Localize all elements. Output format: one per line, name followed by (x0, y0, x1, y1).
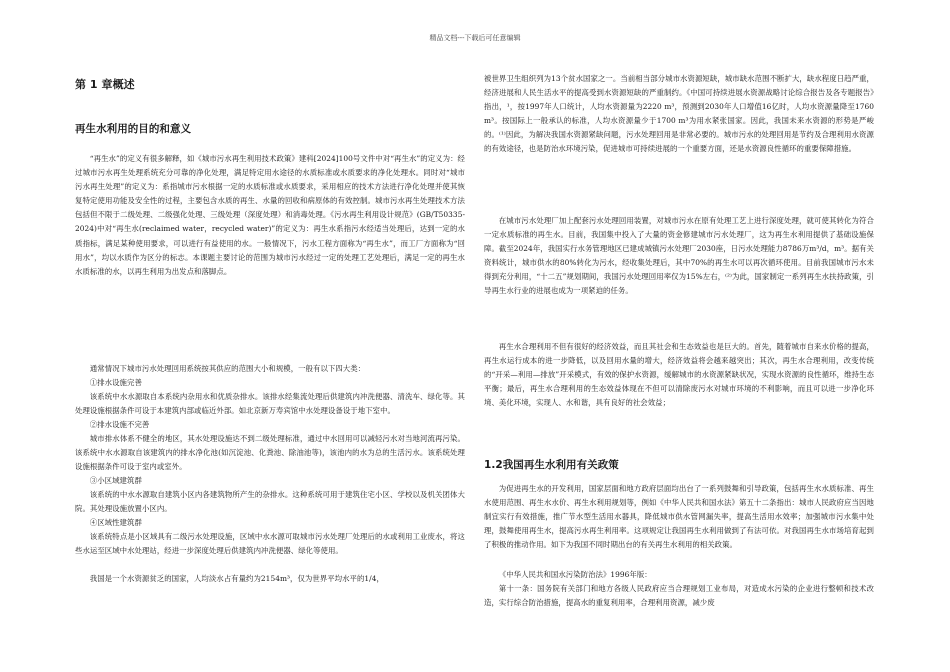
category-heading-4: ④区域性建筑群 (89, 518, 142, 527)
policy-paragraph: 为促进再生水的开发利用，国家层面和地方政府层面均出台了一系列鼓舞和引导政策，包括再生水水质标准、再生水使用范围、再生水水价、再生水利用规划等，例如《中华人民共和国水法》第五十二条指出：城市人民政府应当因地制宜实行有效措施，推广节水型生活用水器具，降低城市供水管网漏失率，提高生活用水效率；加强城市污水集中处理，鼓舞使用再生水，提高污水再生利用率。这项规定让我国再生水利用做到了有法可依。对我国再生水市场培育起到了积极的推动作用。如下为我国不同时期出台的有关再生水利用的相关政策。 (484, 484, 874, 550)
category-text-1: 该系统中水水源取自本系统内杂用水和优质杂排水。该排水经集流处理后供建筑内冲洗便器、清洗车、绿化等。其处理设施根据条件可设于本建筑内部或临近外部。如北京新万寿宾馆中水处理设备设于地下室中。 (75, 392, 465, 416)
water-resource-paragraph: 我国是一个水资源贫乏的国家，人均淡水占有量约为2154m³，仅为世界平均水平的1/4， (89, 574, 384, 583)
water-shortage-paragraph: 被世界卫生组织列为13个贫水国家之一。当前相当部分城市水资源短缺，城市缺水范围不断扩大，缺水程度日趋严重，经济进展和人民生活水平的提高受到水资源短缺的严重制约。《中国可持续进展水资源战略讨论综合报告及各专题报告》指出，¹，按1997年人口统计，人均水资源量为2220 m³，预测到2030年人口增值16亿时，人均水资源量降至1760m³。按国际上一般承认的标准，人均水资源量少于1700 m³为用水紧张国家。因此，我国未来水资源的形势是严峻的。⁽¹⁾因此，为解决我国水资源紧缺问题，污水处理回用是非常必要的。城市污水的处理回用是节约及合理利用水资源的有效途径，也是防治水环境污染，促进城市可持续进展的一个重要方面，还是水资源良性循环的重要保障措施。 (484, 74, 874, 154)
page-header: 精品文档---下载后可任意编辑 (429, 34, 521, 42)
categories-intro: 通常情况下城市污水处理回用系统按其供应的范围大小和规模，一般有以下四大类： (89, 364, 366, 373)
category-heading-1: ①排水设施完善 (89, 378, 142, 387)
article-eleven: 第十一条：国务院有关部门和地方各级人民政府应当合理规划工业布局，对造成水污染的企业进行整顿和技术改造，实行综合防治措施，提高水的重复利用率，合理利用资源，减少废 (484, 584, 874, 608)
section-title: 再生水利用的目的和意义 (75, 123, 192, 135)
policy-section-title: 1.2我国再生水利用有关政策 (484, 459, 619, 471)
category-heading-3: ③小区域建筑群 (89, 476, 142, 485)
right-column (484, 72, 874, 610)
treatment-plant-paragraph: 在城市污水处理厂加上配套污水处理回用装置，对城市污水在原有处理工艺上进行深度处理，就可使其转化为符合一定水质标准的再生水。目前，我国集中投入了大量的资金修建城市污水处理厂，这为再生水利用提供了基础设施保障。截至2024年，我国实行水务管理地区已建成城镇污水处理厂2030座，日污水处理能力8786万m³/d，m³。据有关资料统计，城市供水的80%转化为污水，经收集处理后，其中70%的再生水可以再次循环使用。目前我国城市污水未得到充分利用，“十二五”规划期间，我国污水处理回用率仅为15%左右，⁽²⁾为此，国家制定一系列再生水扶持政策，引导再生水行业的进展也成为一项紧迫的任务。 (484, 216, 874, 296)
definition-paragraph: “再生水”的定义有很多解释，如《城市污水再生利用技术政策》建科[2024]100号文件中对“再生水”的定义为：经过城市污水再生处理系统充分可靠的净化处理，满足特定用水途径的水质标准或水质要求的净化处理水。同时对“城市污水再生处理”的定义为：系指城市污水根据一定的水质标准或水质要求，采用相应的技术方法进行净化处理并使其恢复特定使用功能及安全性的过程，主要包含水质的再生、水量的回收和病原体的有效控制。城市污水再生处理技术方法包括但不限于二级处理、二级强化处理、三级处理（深度处理）和消毒处理。《污水再生利用设计规范》(GB/T50335-2024)中对“再生水(reclaimed water，recycled water)”的定义为：再生水系指污水经适当处理后，达到一定的水质指标，满足某种使用要求，可以进行有益使用的水。一般情况下，污水工程方面称为“再生水”，而工厂方面称为“回用水”，均以水质作为区分的标志。本课题主要讨论的范围为城市污水经过一定的处理工艺处理后，满足一定的再生水水质标准的水，以再生利用为出发点和落脚点。 (75, 154, 465, 276)
left-column (75, 72, 465, 586)
category-heading-2: ②排水设施不完善 (89, 420, 150, 429)
chapter-title: 第 1 章概述 (75, 78, 135, 91)
category-text-3: 该系统的中水水源取自建筑小区内各建筑物所产生的杂排水。这种系统可用于建筑住宅小区、学校以及机关团体大院。其处理设施放置小区内。 (75, 490, 465, 514)
law-title: 《中华人民共和国水污染防治法》1996年版： (498, 570, 652, 580)
category-text-4: 该系统特点是小区域具有二级污水处理设施，区域中水水源可取城市污水处理厂处理后的水或利用工业废水，将这些水运至区域中水处理站，经进一步深度处理后供建筑内冲洗便器、绿化等使用。 (75, 532, 465, 556)
category-text-2: 城市排水体系不健全的地区，其水处理设施达不到二级处理标准，通过中水回用可以减轻污水对当地河流再污染。该系统中水水源取自该建筑内的排水净化池(如沉淀池、化粪池、除油池等)，该池内的水为总的生活污水。该系统处理设施根据条件可设于室内或室外。 (75, 434, 465, 472)
benefits-paragraph: 再生水合理利用不但有很好的经济效益，而且其社会和生态效益也是巨大的。首先，随着城市自来水价格的提高，再生水运行成本的进一步降低，以及回用水量的增大，经济效益将会越来越突出；其次，再生水合理利用，改变传统的“开采—利用—排放”开采模式，有效的保护水资源，缓解城市的水资源紧缺状况，实现水资源的良性循环，维持生态平衡；最后，再生水合理利用的生态效益体现在不但可以清除废污水对城市环境的不利影响，而且可以进一步净化环境、美化环境，实现人、水和谐，具有良好的社会效益； (484, 342, 874, 408)
